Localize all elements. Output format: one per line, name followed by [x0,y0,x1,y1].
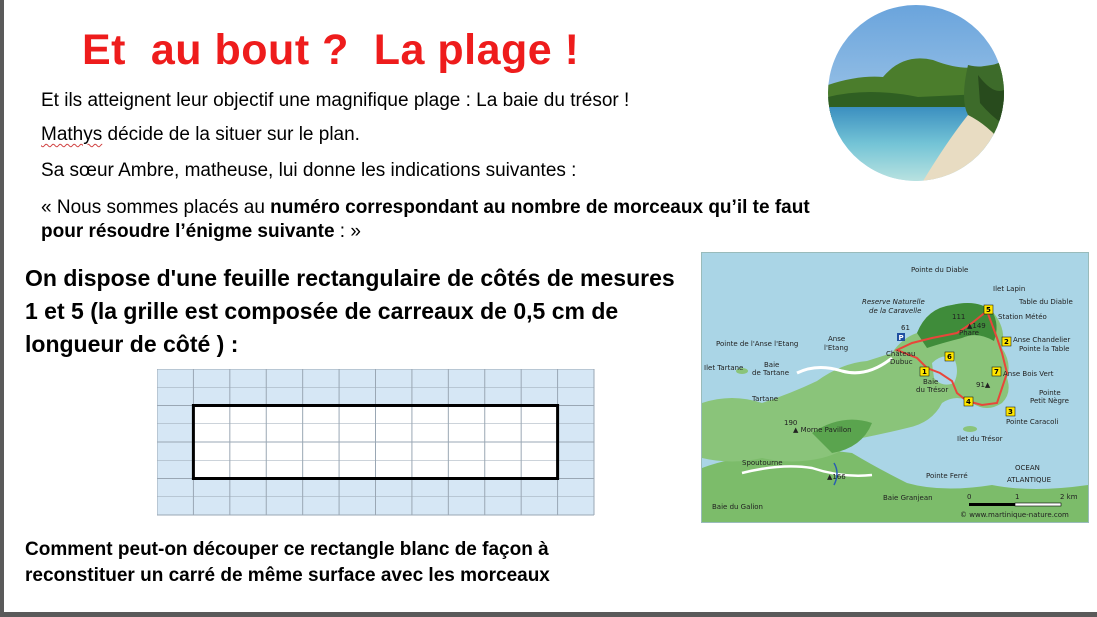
map-label-spoutourne: Spoutourne [742,459,783,467]
sister-line: Sa sœur Ambre, matheuse, lui donne les indications suivantes : [41,160,577,181]
map-marker-6-label: 6 [947,353,952,361]
map-label-alt-91: 91▲ [976,381,991,389]
map-label-chateau-1: Château [886,350,916,358]
map-label-morne-pavillon: ▲ Morne Pavillon [793,426,852,434]
map-label-alt-111: 111 [952,313,966,321]
map-marker-1-label: 1 [922,368,927,376]
slide-frame-bottom [0,612,1097,617]
map-ilet-tresor [963,426,977,432]
map-label-pointe-petit-negre-2: Petit Nègre [1030,397,1069,405]
mathys-line-rest: décide de la situer sur le plan. [102,124,360,145]
quote-bold-2: pour résoudre l’énigme suivante [41,221,335,242]
question [25,537,550,589]
quote-block [41,196,810,244]
map-marker-5 [984,305,993,314]
map-label-station: Station Météo [998,313,1047,321]
map-label-reserve-2: de la Caravelle [869,307,922,315]
map-scale-1: 1 [1015,493,1020,501]
name-mathys: Mathys [41,124,103,145]
map-label-phare: Phare [959,329,979,337]
map-marker-7 [992,367,1001,376]
map-label-ilet-tresor: Ilet du Trésor [957,435,1003,443]
mathys-line [41,124,360,146]
map-scale-2: 2 km [1060,493,1078,501]
map-label-ocean-2: ATLANTIQUE [1007,476,1052,484]
question-line-1: Comment peut-on découper ce rectangle blanc de façon à [25,539,549,560]
map-label-baie-granjean: Baie Granjean [883,494,933,502]
beach-photo [828,5,1004,181]
map-label-anse-etang-1: Anse [828,335,846,343]
slide-frame-left [0,0,4,617]
map-label-pointe-anse-etang: Pointe de l'Anse l'Etang [716,340,799,348]
map-marker-7-label: 7 [994,368,999,376]
map-marker-1 [920,367,929,376]
quote-end: : » [334,221,361,242]
map-label-baie-tartane-2: de Tartane [752,369,790,377]
map-marker-4 [964,397,973,406]
quote-bold-1: numéro correspondant au nombre de morceaux qu’il te faut [270,197,810,218]
question-line-2: reconstituer un carré de même surface avec les morceaux [25,565,550,586]
map-marker-4-label: 4 [966,398,971,406]
map-label-reserve-1: Reserve Naturelle [862,298,925,306]
map-label-ilet-lapin: Ilet Lapin [993,285,1026,293]
map-label-anse-chandelier: Anse Chandelier [1013,336,1071,344]
map-label-baie-tartane-1: Baie [764,361,780,369]
slide-title: Et au bout ? La plage ! [82,26,580,74]
map-marker-3-label: 3 [1008,408,1013,416]
quote-start: « Nous sommes placés au [41,197,271,218]
map-parking-label: P [898,334,904,342]
map-credit: © www.martinique-nature.com [960,511,1069,519]
map-label-alt-166: ▲166 [827,473,846,481]
map-label-anse-bois-vert: Anse Bois Vert [1003,370,1054,378]
map-label-ilet-tartane: Ilet Tartane [704,364,744,372]
map-label-chateau-2: Dubuc [890,358,913,366]
map-label-ocean-1: OCEAN [1015,464,1040,472]
grid-figure [157,369,597,519]
map-marker-3 [1006,407,1015,416]
problem-statement: On dispose d'une feuille rectangulaire de côtés de mesures 1 et 5 (la grille est composée de carreaux de 0,5 cm de longueur de côté ) : [25,265,675,357]
map-marker-6 [945,352,954,361]
map-label-alt-190: 190 [784,419,798,427]
map-label-baie-galion: Baie du Galion [712,503,763,511]
map-label-table-diable: Table du Diable [1019,298,1073,306]
map-label-tartane: Tartane [752,395,779,403]
map-marker-5-label: 5 [986,306,991,314]
map-scale-0: 0 [967,493,972,501]
caravelle-map [701,252,1089,523]
map-marker-2 [1002,337,1011,346]
map-label-baie-tresor-2: du Trésor [916,386,949,394]
map-label-pointe-diable: Pointe du Diable [911,266,969,274]
map-label-anse-etang-2: l'Etang [824,344,849,352]
map-marker-2-label: 2 [1004,338,1009,346]
map-parking-sign [897,333,905,342]
map-label-pointe-ferre: Pointe Ferré [926,472,968,480]
map-label-alt-149: ▲149 [967,322,986,330]
map-label-baie-tresor-1: Baie [923,378,939,386]
map-label-pointe-table: Pointe la Table [1019,345,1070,353]
map-label-pointe-caracoli: Pointe Caracoli [1006,418,1059,426]
map-label-alt-61: 61 [901,324,910,332]
intro-line: Et ils atteignent leur objectif une magnifique plage : La baie du trésor ! [41,90,630,111]
map-label-pointe-petit-negre-1: Pointe [1039,389,1061,397]
